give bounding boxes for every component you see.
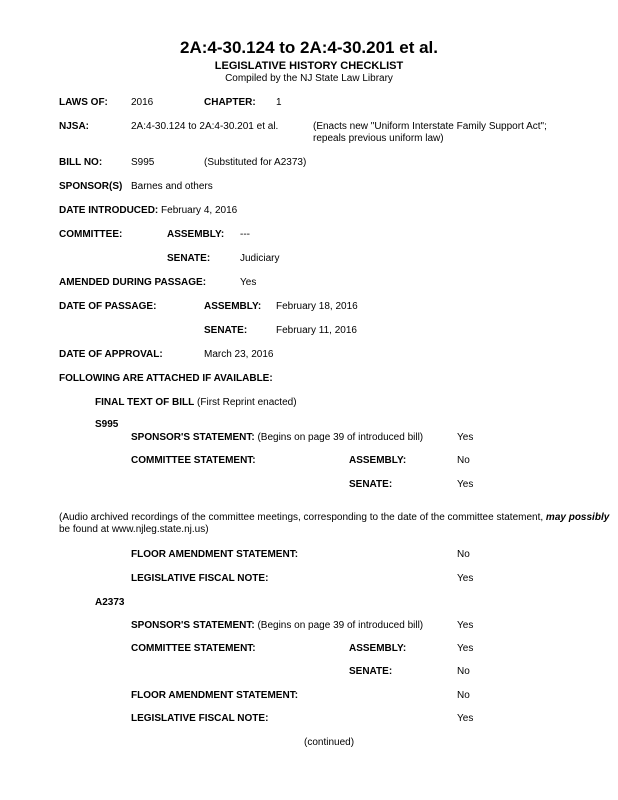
passage-senate-label: SENATE: (204, 325, 248, 336)
a2373-fiscal-note-value: Yes (457, 713, 474, 724)
attached-heading: FOLLOWING ARE ATTACHED IF AVAILABLE: (59, 373, 273, 384)
a2373-sponsor-statement-value: Yes (457, 620, 474, 631)
committee-label: COMMITTEE: (59, 229, 123, 240)
final-text-note: (First Reprint enacted) (194, 397, 297, 408)
a2373-floor-amendment-label: FLOOR AMENDMENT STATEMENT: (131, 690, 299, 701)
a2373-floor-amendment-value: No (457, 690, 470, 701)
date-introduced-label: DATE INTRODUCED: (59, 205, 159, 216)
njsa-value: 2A:4-30.124 to 2A:4-30.201 et al. (131, 121, 279, 132)
date-introduced (59, 205, 237, 217)
audio-note-line2: be found at www.njleg.state.nj.us) (59, 524, 209, 535)
a2373-sponsor-statement-note: (Begins on page 39 of introduced bill) (254, 620, 424, 631)
bill-no-note: (Substituted for A2373) (204, 157, 307, 168)
date-of-approval-label: DATE OF APPROVAL: (59, 349, 163, 360)
a2373-committee-statement-label: COMMITTEE STATEMENT: (131, 643, 256, 654)
bill-no-label: BILL NO: (59, 157, 103, 168)
njsa-label: NJSA: (59, 121, 90, 132)
a2373-fiscal-note-label: LEGISLATIVE FISCAL NOTE: (131, 713, 269, 724)
committee-senate-value: Judiciary (240, 253, 280, 264)
s995-senate-label: SENATE: (349, 479, 393, 490)
sponsor-value: Barnes and others (131, 181, 213, 192)
laws-of-value: 2016 (131, 97, 154, 108)
sponsor-label: SPONSOR(S) (59, 181, 123, 192)
a2373-senate-label: SENATE: (349, 666, 393, 677)
laws-of-label: LAWS OF: (59, 97, 108, 108)
final-text-label: FINAL TEXT OF BILL (95, 397, 195, 408)
a2373-senate-value: No (457, 666, 470, 677)
passage-assembly-label: ASSEMBLY: (204, 301, 262, 312)
s995-heading: S995 (95, 419, 119, 430)
s995-fiscal-note-label: LEGISLATIVE FISCAL NOTE: (131, 573, 269, 584)
a2373-assembly-label: ASSEMBLY: (349, 643, 407, 654)
committee-assembly-label: ASSEMBLY: (167, 229, 225, 240)
date-of-approval-value: March 23, 2016 (204, 349, 274, 360)
s995-floor-amendment-label: FLOOR AMENDMENT STATEMENT: (131, 549, 299, 560)
s995-sponsor-statement (131, 432, 423, 444)
a2373-heading: A2373 (95, 597, 125, 608)
a2373-sponsor-statement-label: SPONSOR'S STATEMENT: (131, 620, 255, 631)
document-title: 2A:4-30.124 to 2A:4-30.201 et al. (180, 38, 438, 57)
a2373-assembly-value: Yes (457, 643, 474, 654)
s995-floor-amendment-value: No (457, 549, 470, 560)
chapter-value: 1 (276, 97, 282, 108)
passage-assembly-value: February 18, 2016 (276, 301, 358, 312)
s995-sponsor-statement-note: (Begins on page 39 of introduced bill) (254, 432, 424, 443)
s995-fiscal-note-value: Yes (457, 573, 474, 584)
continued-note: (continued) (304, 737, 355, 748)
s995-assembly-value: No (457, 455, 470, 466)
njsa-note-line2: repeals previous uniform law) (313, 133, 444, 144)
final-text (95, 397, 297, 409)
amended-value: Yes (240, 277, 257, 288)
date-of-passage-label: DATE OF PASSAGE: (59, 301, 157, 312)
audio-note-line1 (59, 512, 609, 524)
s995-sponsor-statement-value: Yes (457, 432, 474, 443)
committee-senate-label: SENATE: (167, 253, 211, 264)
passage-senate-value: February 11, 2016 (276, 325, 357, 336)
bill-no-value: S995 (131, 157, 155, 168)
amended-label: AMENDED DURING PASSAGE: (59, 277, 207, 288)
s995-senate-value: Yes (457, 479, 474, 490)
s995-sponsor-statement-label: SPONSOR'S STATEMENT: (131, 432, 255, 443)
audio-note-text: (Audio archived recordings of the committee meetings, corresponding to the date of the committee statement, (59, 512, 546, 523)
audio-note-emphasis: may possibly (545, 512, 610, 523)
chapter-label: CHAPTER: (204, 97, 256, 108)
compiled-by: Compiled by the NJ State Law Library (225, 73, 393, 84)
document-subtitle: LEGISLATIVE HISTORY CHECKLIST (214, 60, 404, 72)
date-introduced-value: February 4, 2016 (161, 205, 238, 216)
a2373-sponsor-statement (131, 620, 423, 632)
njsa-note-line1: (Enacts new "Uniform Interstate Family Support Act"; (313, 121, 547, 132)
s995-assembly-label: ASSEMBLY: (349, 455, 407, 466)
s995-committee-statement-label: COMMITTEE STATEMENT: (131, 455, 256, 466)
committee-assembly-value: --- (240, 229, 250, 240)
